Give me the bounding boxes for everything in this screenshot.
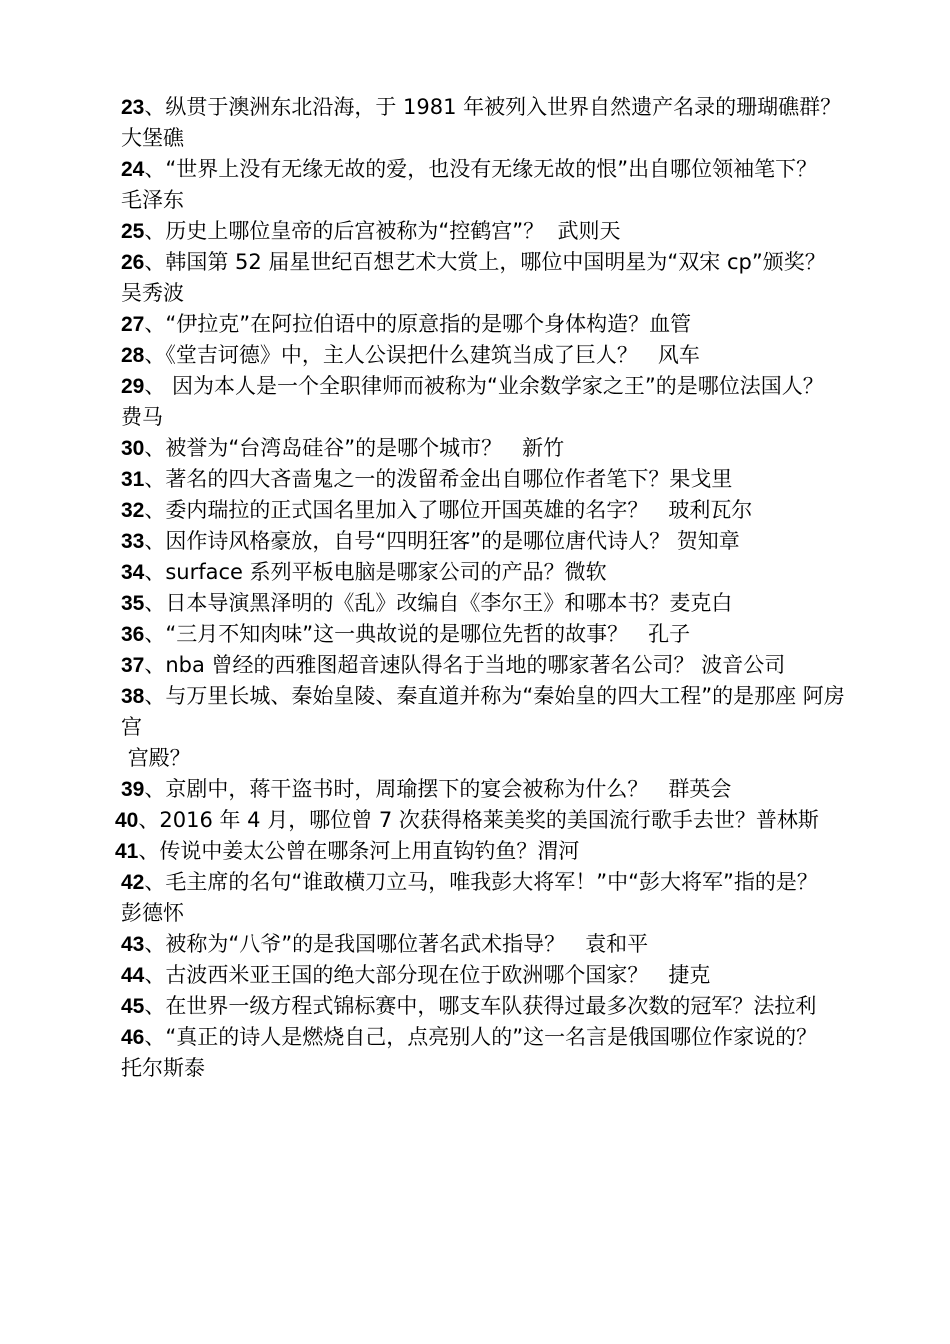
question-text: 、委内瑞拉的正式国名里加入了哪位开国英雄的名字？ 玻利瓦尔: [144, 498, 753, 522]
question-number: 34: [121, 561, 145, 584]
question-number: 24: [121, 158, 145, 181]
question-text: 、被称为“八爷”的是我国哪位著名武术指导？ 袁和平: [144, 932, 649, 956]
qa-item-37: [115, 650, 845, 681]
question-number: 30: [121, 437, 145, 460]
question-text: 、 因为本人是一个全职律师而被称为“业余数学家之王”的是哪位法国人？ 费马: [121, 374, 831, 429]
qa-item-40: [115, 805, 845, 836]
qa-item-24: [115, 154, 845, 216]
qa-item-39: [115, 774, 845, 805]
question-text: 、surface 系列平板电脑是哪家公司的产品？微软: [144, 560, 607, 584]
question-text: 、著名的四大吝啬鬼之一的泼留希金出自哪位作者笔下？果戈里: [144, 467, 733, 491]
question-number: 42: [121, 871, 145, 894]
question-text: 、京剧中，蒋干盗书时，周瑜摆下的宴会被称为什么？ 群英会: [144, 777, 732, 801]
question-text: 、传说中姜太公曾在哪条河上用直钩钓鱼？渭河: [138, 839, 580, 863]
question-text: 、《堂吉诃德》中，主人公误把什么建筑当成了巨人？ 风车: [144, 343, 700, 367]
qa-item-30: [115, 433, 845, 464]
question-number: 35: [121, 592, 145, 615]
qa-item-27: [115, 309, 845, 340]
question-text: 、nba 曾经的西雅图超音速队得名于当地的哪家著名公司？ 波音公司: [144, 653, 786, 677]
qa-item-42: [115, 867, 845, 929]
qa-item-33: [115, 526, 845, 557]
question-text: 、因作诗风格豪放，自号“四明狂客”的是哪位唐代诗人？ 贺知章: [144, 529, 740, 553]
question-text: 、“世界上没有无缘无故的爱，也没有无缘无故的恨”出自哪位领袖笔下？ 毛泽东: [121, 157, 831, 212]
question-number: 33: [121, 530, 145, 553]
qa-item-35: [115, 588, 845, 619]
question-text: 、2016 年 4 月，哪位曾 7 次获得格莱美奖的美国流行歌手去世？普林斯: [138, 808, 819, 832]
qa-item-41: [115, 836, 845, 867]
question-number: 26: [121, 251, 145, 274]
question-text: 、“三月不知肉味”这一典故说的是哪位先哲的故事？ 孔子: [144, 622, 691, 646]
question-number: 25: [121, 220, 145, 243]
qa-item-44: [115, 960, 845, 991]
question-text: 、韩国第 52 届星世纪百想艺术大赏上，哪位中国明星为“双宋 cp”颁奖？吴秀波: [121, 250, 826, 305]
qa-item-28: [115, 340, 845, 371]
qa-item-29: [115, 371, 845, 433]
question-number: 46: [121, 1026, 145, 1049]
question-text: 、在世界一级方程式锦标赛中，哪支车队获得过最多次数的冠军？法拉利: [144, 994, 817, 1018]
qa-item-31: [115, 464, 845, 495]
question-text: 、历史上哪位皇帝的后宫被称为“控鹤宫”？ 武则天: [144, 219, 621, 243]
question-number: 43: [121, 933, 145, 956]
question-number: 40: [115, 809, 139, 832]
qa-item-43: [115, 929, 845, 960]
question-number: 45: [121, 995, 145, 1018]
question-number: 38: [121, 685, 145, 708]
question-text: 、日本导演黑泽明的《乱》改编自《李尔王》和哪本书？麦克白: [144, 591, 733, 615]
question-number: 39: [121, 778, 145, 801]
qa-item-46: [115, 1022, 845, 1084]
qa-item-36: [115, 619, 845, 650]
question-text: 、被誉为“台湾岛硅谷”的是哪个城市？ 新竹: [144, 436, 565, 460]
question-text: 、纵贯于澳洲东北沿海，于 1981 年被列入世界自然遗产名录的珊瑚礁群？大堡礁: [121, 95, 842, 150]
document-page: [115, 92, 845, 1084]
question-number: 29: [121, 375, 145, 398]
question-number: 31: [121, 468, 145, 491]
question-text: 、古波西米亚王国的绝大部分现在位于欧洲哪个国家？ 捷克: [144, 963, 711, 987]
question-number: 41: [115, 840, 139, 863]
question-text: 、“伊拉克”在阿拉伯语中的原意指的是哪个身体构造？血管: [144, 312, 692, 336]
qa-item-23: [115, 92, 845, 154]
question-text: 、毛主席的名句“谁敢横刀立马，唯我彭大将军！”中“彭大将军”指的是？ 彭德怀: [121, 870, 825, 925]
qa-item-26: [115, 247, 845, 309]
question-number: 28: [121, 344, 145, 367]
question-text: 、与万里长城、秦始皇陵、秦直道并称为“秦始皇的四大工程”的是那座 阿房宫 宫殿？: [121, 684, 845, 770]
question-number: 37: [121, 654, 145, 677]
question-number: 44: [121, 964, 145, 987]
question-number: 27: [121, 313, 145, 336]
qa-item-38: [115, 681, 845, 774]
question-number: 32: [121, 499, 145, 522]
question-number: 23: [121, 96, 145, 119]
qa-item-34: [115, 557, 845, 588]
qa-item-32: [115, 495, 845, 526]
question-text: 、“真正的诗人是燃烧自己，点亮别人的”这一名言是俄国哪位作家说的？ 托尔斯泰: [121, 1025, 838, 1080]
qa-item-45: [115, 991, 845, 1022]
qa-item-25: [115, 216, 845, 247]
question-number: 36: [121, 623, 145, 646]
